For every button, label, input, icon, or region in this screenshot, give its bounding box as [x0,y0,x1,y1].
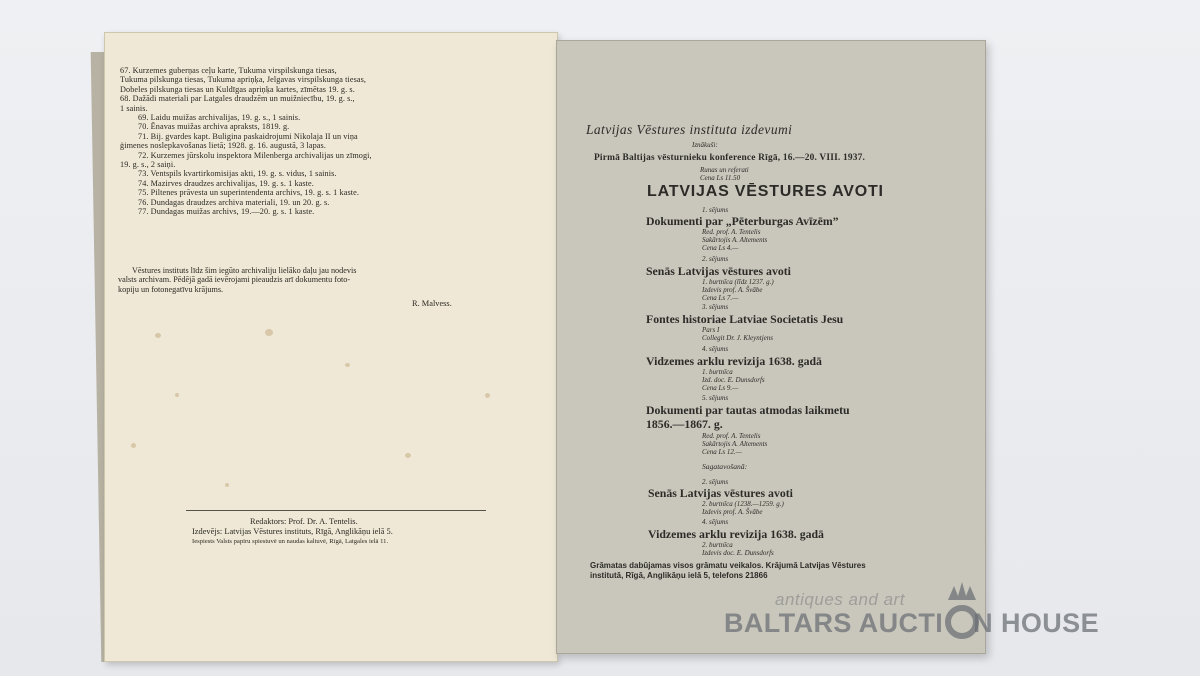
watermark-brand [724,608,1099,639]
preparing-label: Sagatavošanā: [702,462,748,471]
paragraph-line: kopiju un fotonegatīvu krājums. [118,284,224,294]
list-item: 68. Dažādi materiali par Latgales draudzēm un muižniecību, 19. g. s., [120,94,355,104]
paragraph-line: Vēstures instituts līdz šim iegūto archivaliju lielāko daļu jau nodevis [132,266,357,275]
volume-note: Izdevis doc. E. Dunsdorfs [702,549,774,557]
volume-title-line2: 1856.—1867. g. [646,417,723,431]
volume-note: 2. burtnīca [702,541,733,549]
list-item: Tukuma pilskunga tiesas, Tukuma apriņķa, Jelgavas virspilskunga tiesas, [120,75,367,85]
volume-note: Cena Ls 12.— [702,448,742,456]
foxing-stain [405,453,411,458]
conference-title: Pirmā Baltijas vēsturnieku konference Rīgā, 16.—20. VIII. 1937. [594,153,866,163]
foxing-stain [265,329,273,336]
list-item: 1 sainis. [120,103,148,113]
volume-note: Izd. doc. E. Dunsdorfs [702,376,765,384]
volume-note: Cena Ls 9.— [702,384,739,392]
volume-title: Senās Latvijas vēstures avoti [648,486,793,500]
foxing-stain [225,483,229,487]
list-item: ģimenes noslepkavošanas lietā; 1928. g. 16. augustā, 3 lapas. [120,141,326,151]
volume-note: Sakārtojis A. Altements [702,236,768,244]
volume-note: Sakārtojis A. Altements [702,440,768,448]
footer-line: institutā, Rīgā, Anglikāņu ielā 5, telefons 21866 [590,570,768,580]
volume-note: 1. burtnīca (līdz 1237. g.) [702,278,774,286]
list-item: 76. Dundagas draudzes archiva materiali, 19. un 20. g. s. [138,197,330,207]
list-item: 74. Mazirves draudzes archivalijas, 19. g. s. 1 kaste. [138,178,314,188]
printer-line: Iespiests Valsts papīru spiestuvē un naudas kaltuvē, Rīgā, Latgales ielā 11. [192,538,389,545]
volume-number: 4. sējums [702,518,729,526]
list-item: Dobeles pilskunga tiesas un Kuldīgas apriņķa kartes, zīmētas 19. g. s. [120,84,355,94]
volume-number: 2. sējums [702,255,729,263]
volume-note: Cena Ls 4.— [702,244,739,252]
volume-note: 1. burtnīca [702,368,733,376]
volume-note: Izdevis prof. A. Švābe [702,286,763,294]
list-item: 70. Ēnavas muižas archiva apraksts, 1819. g. [138,122,290,132]
footer-line: Grāmatas dabūjamas visos grāmatu veikalos. Krājumā Latvijas Vēstures [590,561,866,570]
foxing-stain [131,443,136,448]
volume-note: Pars I [702,326,720,334]
volume-title: Dokumenti par tautas atmodas laikmetu [646,403,850,417]
volume-note: Collegit Dr. J. Kleyntjens [702,334,773,342]
list-item: 73. Ventspils kvartirkomisijas akti, 19. g. s. vidus, 1 sainis. [138,169,337,179]
volume-number: 1. sējums [702,206,729,214]
publisher-line: Izdevējs: Latvijas Vēstures instituts, Rīgā, Anglikāņu ielā 5. [192,527,393,536]
foxing-stain [345,363,350,367]
imprint-block [192,517,393,547]
volume-number: 4. sējums [702,345,729,353]
foxing-stain [485,393,490,398]
page-title: Latvijas Vēstures instituta izdevumi [586,122,793,137]
volume-number: 5. sējums [702,394,729,402]
volume-title: Senās Latvijas vēstures avoti [646,264,791,278]
list-item: 72. Kurzemes jūrskolu inspektora Milenberga archivalijas un zīmogi, [138,150,372,160]
list-item: 77. Dundagas muižas archivs, 19.—20. g. s. 1 kaste. [138,207,315,217]
volume-note: Red. prof. A. Tentelis [702,228,761,236]
crown-icon [944,580,980,642]
volume-title: Fontes historiae Latviae Societatis Jesu [646,312,844,326]
watermark-brand-part1: BALTARS AUCTI [724,608,944,638]
archive-paragraph [118,266,498,294]
editor-line: Redaktors: Prof. Dr. A. Tentelis. [250,517,358,526]
ordering-info [590,561,866,580]
volume-title: Dokumenti par „Pēterburgas Avīzēm” [646,214,839,228]
volume-number: 3. sējums [702,303,729,311]
archive-entries-list [120,66,500,217]
foxing-stain [175,393,179,397]
series-title: LATVIJAS VĒSTURES AVOTI [647,183,884,200]
published-label: Iznākuši: [692,141,718,149]
list-item: 69. Laidu muižas archivalijas, 19. g. s., 1 sainis. [138,113,301,123]
list-item: 67. Kurzemes guberņas ceļu karte, Tukuma virspilskunga tiesas, [120,66,337,75]
volume-note: Izdevis prof. A. Švābe [702,508,763,516]
conference-price: Cena Ls 11.50 [700,174,741,182]
foxing-stain [155,333,161,338]
volume-title: Vidzemes arklu revizija 1638. gadā [648,527,824,541]
watermark-tagline: antiques and art [775,590,905,609]
volume-note: Cena Ls 7.— [702,294,739,302]
volume-number: 2. sējums [702,478,729,486]
list-item: 19. g. s., 2 saiņi. [120,160,176,170]
conference-note: Runas un referati [700,166,749,174]
divider [186,510,486,511]
volume-note: Red. prof. A. Tentelis [702,432,761,440]
list-item: 71. Bij. gvardes kapt. Buligina paskaidrojumi Nikolaja II un viņa [138,131,358,141]
author-signature: R. Malvess. [412,299,452,308]
watermark-brand-part2: N HOUSE [973,608,1099,638]
list-item: 75. Piltenes prāvesta un superintendenta archivs, 19. g. s. 1 kaste. [138,188,359,198]
volume-title: Vidzemes arklu revizija 1638. gadā [646,354,822,368]
paragraph-line: valsts archivam. Pēdējā gadā ievērojami pieaudzis arī dokumentu foto- [118,275,351,285]
volume-note: 2. burtnīca (1238.—1259. g.) [702,500,784,508]
